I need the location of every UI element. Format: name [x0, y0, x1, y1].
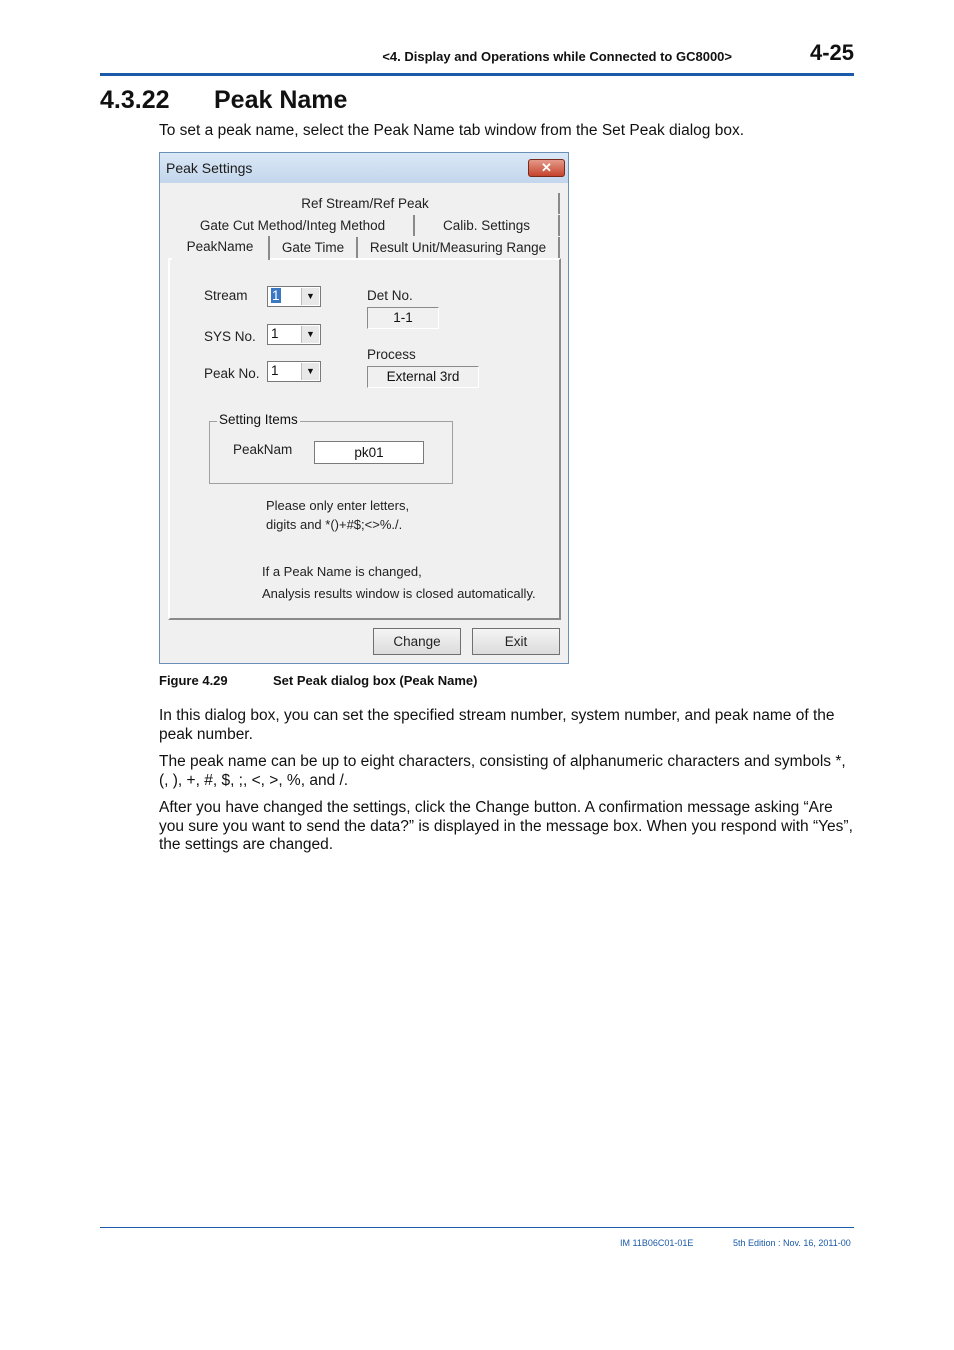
stream-label: Stream: [204, 288, 248, 303]
note-line-3: If a Peak Name is changed,: [262, 564, 422, 579]
page-number: 4-25: [809, 40, 854, 65]
change-button[interactable]: Change: [373, 628, 461, 655]
exit-button[interactable]: Exit: [472, 628, 560, 655]
footer-edition: 5th Edition : Nov. 16, 2011-00: [733, 1238, 851, 1248]
note-line-4: Analysis results window is closed automatically.: [262, 586, 536, 601]
note-line-1: Please only enter letters,: [266, 498, 410, 513]
running-header-chapter: <4. Display and Operations while Connected to GC8000>: [382, 49, 732, 64]
peak-no-label: Peak No.: [204, 366, 260, 381]
peakname-input[interactable]: pk01: [314, 441, 424, 464]
sys-no-select[interactable]: [267, 324, 321, 345]
dialog-title: Peak Settings: [166, 160, 253, 176]
stream-value: 1: [272, 288, 280, 303]
det-no-label: Det No.: [367, 288, 413, 303]
tab-ref-stream[interactable]: Ref Stream/Ref Peak: [172, 193, 560, 214]
peakname-label: PeakNam: [233, 442, 293, 457]
chevron-down-icon[interactable]: ▼: [301, 363, 319, 380]
peak-no-value: 1: [271, 363, 279, 378]
figure-caption: Set Peak dialog box (Peak Name): [273, 673, 478, 688]
stream-select[interactable]: [267, 286, 321, 307]
body-paragraph-2: The peak name can be up to eight characters, consisting of alphanumeric characters and symbols *, (, ), +, #, $, ;, <, >, %, and /.: [159, 753, 846, 789]
setting-items-title: Setting Items: [219, 412, 298, 427]
body-paragraph-1: In this dialog box, you can set the specified stream number, system number, and peak name of the peak number.: [159, 707, 835, 743]
dialog-titlebar: [160, 153, 568, 183]
sys-no-label: SYS No.: [204, 329, 256, 344]
tab-peak-name[interactable]: PeakName: [172, 236, 270, 260]
chevron-down-icon[interactable]: ▼: [301, 288, 319, 305]
footer-rule: [100, 1227, 854, 1228]
peak-settings-dialog: [159, 152, 569, 664]
body-paragraph-3: After you have changed the settings, click the Change button. A confirmation message asking “Are you sure you want to send the data?” is displayed in the message box. When you respond with “Yes”, the settings are changed.: [159, 799, 853, 853]
det-no-field: 1-1: [367, 307, 439, 329]
chevron-down-icon[interactable]: ▼: [301, 326, 319, 343]
tab-gate-time[interactable]: Gate Time: [270, 237, 358, 258]
process-label: Process: [367, 347, 416, 362]
section-title: Peak Name: [214, 86, 348, 114]
tab-result-unit[interactable]: Result Unit/Measuring Range: [358, 237, 560, 258]
tab-calib-settings[interactable]: Calib. Settings: [415, 215, 560, 236]
figure-number: Figure 4.29: [159, 673, 228, 688]
intro-paragraph: To set a peak name, select the Peak Name tab window from the Set Peak dialog box.: [159, 122, 745, 139]
sys-no-value: 1: [271, 326, 279, 341]
tab-gate-cut-method[interactable]: Gate Cut Method/Integ Method: [172, 215, 415, 236]
peak-no-select[interactable]: [267, 361, 321, 382]
close-button[interactable]: ✕: [528, 159, 565, 177]
header-rule: [100, 73, 854, 76]
footer-doc-id: IM 11B06C01-01E: [620, 1238, 694, 1248]
section-number: 4.3.22: [100, 86, 170, 114]
process-field: External 3rd: [367, 366, 479, 388]
note-line-2: digits and *()+#$;<>%./.: [266, 517, 403, 532]
